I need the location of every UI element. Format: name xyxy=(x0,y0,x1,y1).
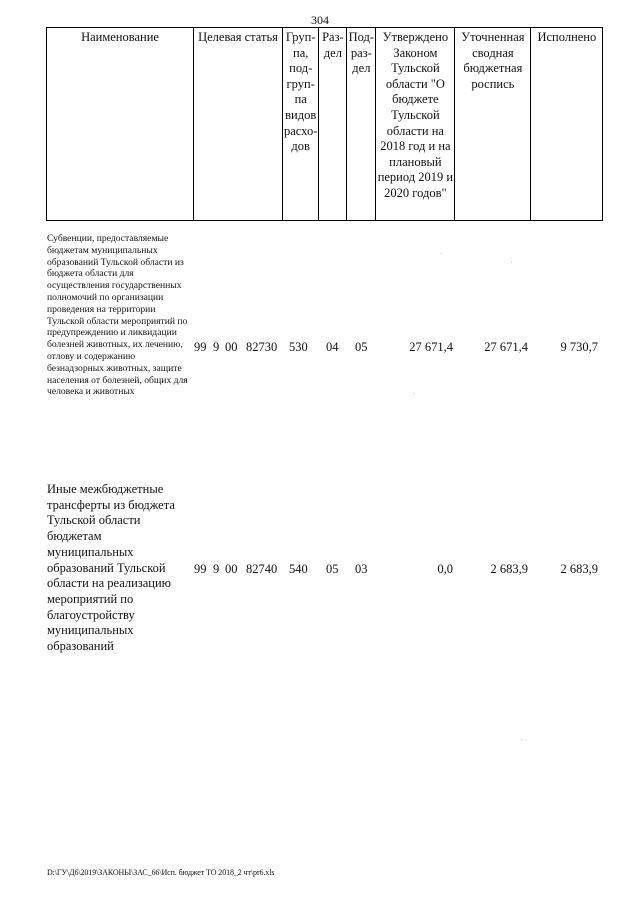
header-expense-group: Груп- па, под- груп- па видов расхо- дов xyxy=(283,28,319,221)
scan-speck xyxy=(521,739,522,740)
approved-value: 0,0 xyxy=(437,562,453,576)
header-section: Раз- дел xyxy=(319,28,347,221)
approved-value: 27 671,4 xyxy=(409,340,453,354)
scan-speck xyxy=(441,253,442,254)
target-code-b: 9 xyxy=(213,340,220,354)
header-refined: Уточненная сводная бюджетная роспись xyxy=(455,28,531,221)
target-code-c: 00 xyxy=(225,340,238,354)
subsection-code: 05 xyxy=(355,340,368,354)
group-code: 540 xyxy=(289,562,308,576)
target-code-d: 82740 xyxy=(246,562,278,576)
executed-value: 9 730,7 xyxy=(560,340,598,354)
scan-speck xyxy=(413,393,414,394)
refined-value: 2 683,9 xyxy=(490,562,528,576)
header-name: Наименование xyxy=(47,28,194,221)
row-name: Субвенции, предоставляемые бюджетам муниципальных образований Тульской области из бюджета области для осуществления государственных полномочий по организации проведения на территории Тульской области мероприятий по предупреждению и ликвидации болезней животных, их лечению, отлову и содержанию безнадзорных животных, защите населения от болезней, общих для человека и животных xyxy=(47,233,188,398)
target-code-a: 99 xyxy=(194,562,207,576)
target-code-a: 99 xyxy=(194,340,207,354)
page-number: 304 xyxy=(311,13,329,27)
group-code: 530 xyxy=(289,340,308,354)
executed-value: 2 683,9 xyxy=(560,562,598,576)
refined-value: 27 671,4 xyxy=(484,340,528,354)
header-approved: Утверждено Законом Тульской области "О бюджете Тульской области на 2018 год и на плановый период 2019 и 2020 годов" xyxy=(376,28,455,221)
target-code-c: 00 xyxy=(225,562,238,576)
section-code: 05 xyxy=(326,562,339,576)
target-code-d: 82730 xyxy=(246,340,278,354)
target-code-b: 9 xyxy=(213,562,220,576)
section-code: 04 xyxy=(326,340,339,354)
header-subsection: Под- раз- дел xyxy=(347,28,376,221)
table-header xyxy=(46,27,603,221)
header-target-article: Целевая статья xyxy=(194,28,283,221)
header-executed: Исполнено xyxy=(531,28,603,221)
row-name: Иные межбюджетные трансферты из бюджета Тульской области бюджетам муниципальных образований Тульской области на реализацию мероприятий по благоустройству муниципальных образований xyxy=(47,482,175,654)
file-path-footer: D:\ГУ\Д6\2019\ЗАКОНЫ\ЗАС_66\Исп. бюджет ТО 2018_2 чт\pr6.xls xyxy=(47,868,275,877)
subsection-code: 03 xyxy=(355,562,368,576)
scan-speck xyxy=(511,262,512,263)
